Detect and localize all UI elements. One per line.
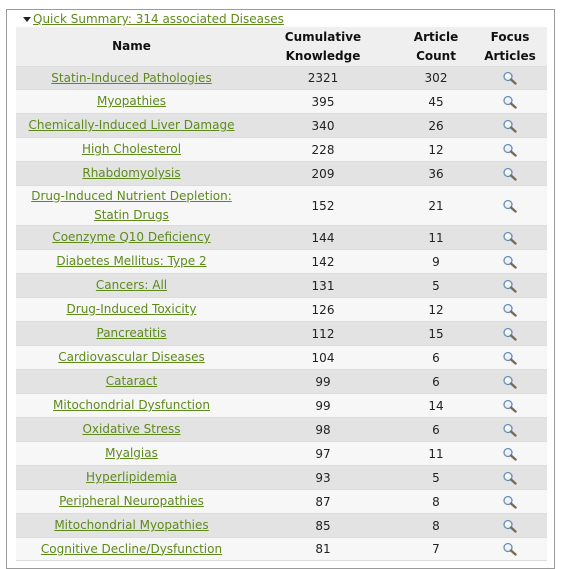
cell-count: 8 bbox=[399, 514, 473, 538]
table-row bbox=[16, 370, 547, 394]
table-row bbox=[16, 90, 547, 114]
table-row bbox=[16, 298, 547, 322]
collapse-triangle-icon[interactable] bbox=[23, 17, 31, 22]
cell-knowledge: 126 bbox=[247, 298, 399, 322]
magnifier-icon[interactable] bbox=[502, 231, 518, 245]
cell-knowledge: 87 bbox=[247, 490, 399, 514]
cell-name bbox=[16, 346, 247, 370]
cell-focus bbox=[473, 394, 547, 418]
cell-focus bbox=[473, 162, 547, 186]
cell-focus bbox=[473, 186, 547, 226]
table-row bbox=[16, 538, 547, 561]
cell-name bbox=[16, 394, 247, 418]
magnifier-icon[interactable] bbox=[502, 255, 518, 269]
cell-focus bbox=[473, 538, 547, 561]
cell-count: 21 bbox=[399, 186, 473, 226]
magnifier-icon[interactable] bbox=[502, 519, 518, 533]
cell-count: 6 bbox=[399, 346, 473, 370]
header-focus bbox=[473, 27, 547, 67]
magnifier-icon[interactable] bbox=[502, 327, 518, 341]
cell-focus bbox=[473, 226, 547, 250]
magnifier-icon[interactable] bbox=[502, 71, 518, 85]
cell-knowledge: 2321 bbox=[247, 67, 399, 90]
summary-legend bbox=[21, 12, 287, 26]
cell-count: 8 bbox=[399, 490, 473, 514]
quick-summary-link[interactable]: Quick Summary: 314 associated Diseases bbox=[33, 12, 284, 26]
magnifier-icon[interactable] bbox=[502, 279, 518, 293]
cell-count: 11 bbox=[399, 226, 473, 250]
cell-focus bbox=[473, 114, 547, 138]
cell-focus bbox=[473, 370, 547, 394]
header-focus-line1: Focus bbox=[490, 29, 530, 44]
table-row bbox=[16, 466, 547, 490]
cell-name bbox=[16, 274, 247, 298]
disease-link[interactable]: Cardiovascular Diseases bbox=[58, 350, 205, 364]
cell-knowledge: 142 bbox=[247, 250, 399, 274]
disease-link[interactable]: Mitochondrial Dysfunction bbox=[53, 398, 210, 412]
cell-name bbox=[16, 442, 247, 466]
disease-link[interactable]: Cognitive Decline/Dysfunction bbox=[40, 541, 223, 556]
table-row bbox=[16, 514, 547, 538]
cell-count: 7 bbox=[399, 538, 473, 561]
table-row bbox=[16, 322, 547, 346]
magnifier-icon[interactable] bbox=[502, 199, 518, 213]
cell-name bbox=[16, 250, 247, 274]
cell-focus bbox=[473, 90, 547, 114]
cell-name bbox=[16, 186, 247, 226]
cell-count: 5 bbox=[399, 274, 473, 298]
magnifier-icon[interactable] bbox=[502, 119, 518, 133]
magnifier-icon[interactable] bbox=[502, 399, 518, 413]
cell-count: 6 bbox=[399, 370, 473, 394]
table-row bbox=[16, 394, 547, 418]
magnifier-icon[interactable] bbox=[502, 375, 518, 389]
magnifier-icon[interactable] bbox=[502, 447, 518, 461]
magnifier-icon[interactable] bbox=[502, 303, 518, 317]
disease-link[interactable]: Rhabdomyolysis bbox=[82, 166, 181, 180]
magnifier-icon[interactable] bbox=[502, 471, 518, 485]
disease-link[interactable]: Oxidative Stress bbox=[82, 422, 181, 436]
header-knowledge-line1: Cumulative bbox=[284, 29, 362, 44]
header-count-line1: Article bbox=[413, 29, 459, 44]
header-count-line2: Count bbox=[416, 48, 456, 63]
table-row bbox=[16, 114, 547, 138]
cell-knowledge: 99 bbox=[247, 370, 399, 394]
magnifier-icon[interactable] bbox=[502, 167, 518, 181]
table-header-row bbox=[16, 27, 547, 67]
disease-link[interactable]: High Cholesterol bbox=[81, 142, 182, 156]
table-row bbox=[16, 138, 547, 162]
cell-count: 12 bbox=[399, 298, 473, 322]
cell-name bbox=[16, 418, 247, 442]
cell-name bbox=[16, 114, 247, 138]
disease-link[interactable]: Cancers: All bbox=[95, 278, 168, 292]
cell-name bbox=[16, 226, 247, 250]
cell-count: 6 bbox=[399, 418, 473, 442]
disease-link[interactable]: Hyperlipidemia bbox=[85, 470, 178, 484]
cell-name bbox=[16, 162, 247, 186]
header-knowledge bbox=[247, 27, 399, 67]
table-row bbox=[16, 186, 547, 226]
cell-count: 26 bbox=[399, 114, 473, 138]
disease-link[interactable]: Peripheral Neuropathies bbox=[59, 494, 204, 508]
disease-link[interactable]: Statin-Induced Pathologies bbox=[51, 70, 212, 85]
cell-focus bbox=[473, 490, 547, 514]
cell-knowledge: 97 bbox=[247, 442, 399, 466]
cell-knowledge: 112 bbox=[247, 322, 399, 346]
cell-count: 45 bbox=[399, 90, 473, 114]
disease-link[interactable]: Diabetes Mellitus: Type 2 bbox=[56, 254, 207, 268]
magnifier-icon[interactable] bbox=[502, 495, 518, 509]
cell-focus bbox=[473, 298, 547, 322]
cell-name bbox=[16, 90, 247, 114]
cell-count: 14 bbox=[399, 394, 473, 418]
diseases-table bbox=[16, 27, 547, 561]
magnifier-icon[interactable] bbox=[502, 351, 518, 365]
cell-count: 15 bbox=[399, 322, 473, 346]
cell-focus bbox=[473, 514, 547, 538]
magnifier-icon[interactable] bbox=[502, 95, 518, 109]
cell-count: 36 bbox=[399, 162, 473, 186]
magnifier-icon[interactable] bbox=[502, 542, 518, 556]
cell-name bbox=[16, 466, 247, 490]
header-knowledge-line2: Knowledge bbox=[285, 48, 361, 63]
disease-link[interactable]: Mitochondrial Myopathies bbox=[54, 518, 209, 532]
cell-knowledge: 209 bbox=[247, 162, 399, 186]
table-row bbox=[16, 346, 547, 370]
cell-focus bbox=[473, 418, 547, 442]
cell-knowledge: 99 bbox=[247, 394, 399, 418]
cell-knowledge: 395 bbox=[247, 90, 399, 114]
cell-count: 302 bbox=[399, 67, 473, 90]
cell-knowledge: 93 bbox=[247, 466, 399, 490]
header-count bbox=[399, 27, 473, 67]
header-name: Name bbox=[16, 27, 247, 67]
disease-link[interactable]: Cataract bbox=[105, 374, 158, 388]
cell-name bbox=[16, 538, 247, 561]
header-focus-line2: Articles bbox=[484, 48, 536, 63]
cell-name bbox=[16, 67, 247, 90]
disease-link[interactable]: Myopathies bbox=[96, 94, 167, 108]
cell-knowledge: 85 bbox=[247, 514, 399, 538]
cell-knowledge: 81 bbox=[247, 538, 399, 561]
cell-focus bbox=[473, 346, 547, 370]
cell-name bbox=[16, 490, 247, 514]
cell-focus bbox=[473, 67, 547, 90]
cell-name bbox=[16, 322, 247, 346]
cell-count: 11 bbox=[399, 442, 473, 466]
cell-focus bbox=[473, 442, 547, 466]
table-row bbox=[16, 226, 547, 250]
table-row bbox=[16, 274, 547, 298]
table-row bbox=[16, 418, 547, 442]
table-row bbox=[16, 67, 547, 90]
cell-name bbox=[16, 138, 247, 162]
disease-link[interactable]: Drug-Induced Nutrient Depletion: Statin Drugs bbox=[31, 188, 232, 222]
cell-knowledge: 152 bbox=[247, 186, 399, 226]
cell-count: 9 bbox=[399, 250, 473, 274]
disease-link[interactable]: Coenzyme Q10 Deficiency bbox=[52, 230, 211, 244]
cell-focus bbox=[473, 274, 547, 298]
disease-link[interactable]: Chemically-Induced Liver Damage bbox=[28, 118, 235, 132]
disease-link[interactable]: Pancreatitis bbox=[96, 326, 167, 340]
cell-focus bbox=[473, 250, 547, 274]
cell-count: 5 bbox=[399, 466, 473, 490]
table-row bbox=[16, 162, 547, 186]
cell-focus bbox=[473, 138, 547, 162]
cell-count: 12 bbox=[399, 138, 473, 162]
cell-name bbox=[16, 298, 247, 322]
cell-knowledge: 104 bbox=[247, 346, 399, 370]
magnifier-icon[interactable] bbox=[502, 143, 518, 157]
cell-knowledge: 98 bbox=[247, 418, 399, 442]
table-row bbox=[16, 442, 547, 466]
disease-link[interactable]: Myalgias bbox=[105, 446, 158, 460]
cell-focus bbox=[473, 322, 547, 346]
cell-knowledge: 340 bbox=[247, 114, 399, 138]
cell-knowledge: 131 bbox=[247, 274, 399, 298]
cell-name bbox=[16, 370, 247, 394]
cell-name bbox=[16, 514, 247, 538]
magnifier-icon[interactable] bbox=[502, 423, 518, 437]
cell-focus bbox=[473, 466, 547, 490]
table-row bbox=[16, 490, 547, 514]
disease-link[interactable]: Drug-Induced Toxicity bbox=[66, 302, 197, 316]
cell-knowledge: 228 bbox=[247, 138, 399, 162]
cell-knowledge: 144 bbox=[247, 226, 399, 250]
table-row bbox=[16, 250, 547, 274]
